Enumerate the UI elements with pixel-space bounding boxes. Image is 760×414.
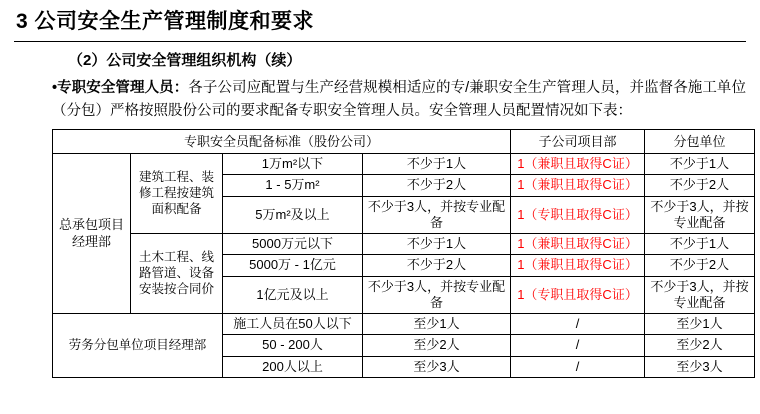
table-row <box>53 154 755 175</box>
standard-value: 不少于1人 <box>363 234 511 255</box>
group-name-general: 总承包项目经理部 <box>53 154 131 314</box>
table-header-row <box>53 130 755 154</box>
scale-value: 5000万 - 1亿元 <box>223 255 363 276</box>
body-paragraph <box>52 77 746 122</box>
subcontractor-value: 不少于1人 <box>645 234 755 255</box>
scale-value: 1亿元及以上 <box>223 276 363 314</box>
subcontractor-value: 不少于3人，并按专业配备 <box>645 276 755 314</box>
safety-staffing-table <box>52 129 755 378</box>
subcontractor-value: 至少3人 <box>645 356 755 377</box>
subsidiary-value: 1（兼职且取得C证） <box>511 154 645 175</box>
subcontractor-value: 至少2人 <box>645 335 755 356</box>
subsidiary-value: 1（专职且取得C证） <box>511 196 645 234</box>
scale-value: 1万m²以下 <box>223 154 363 175</box>
scale-value: 200人以上 <box>223 356 363 377</box>
subcontractor-value: 不少于3人，并按专业配备 <box>645 196 755 234</box>
subsidiary-value: 1（兼职且取得C证） <box>511 175 645 196</box>
category-label-civil: 土木工程、线路管道、设备安装按合同价 <box>131 234 223 314</box>
subcontractor-value: 至少1人 <box>645 314 755 335</box>
standard-value: 不少于3人，并按专业配备 <box>363 276 511 314</box>
standard-value: 不少于2人 <box>363 175 511 196</box>
table-row <box>53 314 755 335</box>
page-title: 3 公司安全生产管理制度和要求 <box>16 10 315 33</box>
standard-value: 不少于2人 <box>363 255 511 276</box>
subcontractor-value: 不少于2人 <box>645 175 755 196</box>
title-divider <box>14 41 746 42</box>
table-row <box>53 234 755 255</box>
standard-value: 不少于3人，并按专业配备 <box>363 196 511 234</box>
subsidiary-value: 1（专职且取得C证） <box>511 276 645 314</box>
paragraph-body: 各子公司应配置与生产经营规模相适应的专/兼职安全生产管理人员，并监督各施工单位（分包）严格按照股份公司的要求配备专职安全管理人员。安全管理人员配置情况如下表： <box>52 80 747 119</box>
scale-value: 施工人员在50人以下 <box>223 314 363 335</box>
paragraph-lead: 专职安全管理人员： <box>57 80 189 97</box>
subsidiary-value: / <box>511 314 645 335</box>
scale-value: 50 - 200人 <box>223 335 363 356</box>
header-subsidiary: 子公司项目部 <box>511 130 645 154</box>
standard-value: 至少2人 <box>363 335 511 356</box>
section-subtitle: （2）公司安全管理组织机构（续） <box>68 52 302 70</box>
group-name-labor: 劳务分包单位项目经理部 <box>53 314 223 378</box>
standard-value: 至少3人 <box>363 356 511 377</box>
subsidiary-value: / <box>511 335 645 356</box>
scale-value: 5000万元以下 <box>223 234 363 255</box>
subsidiary-value: / <box>511 356 645 377</box>
header-standard: 专职安全员配备标准（股份公司） <box>53 130 511 154</box>
subsidiary-value: 1（兼职且取得C证） <box>511 234 645 255</box>
subcontractor-value: 不少于2人 <box>645 255 755 276</box>
bullet-marker: • <box>52 80 58 97</box>
scale-value: 1 - 5万m² <box>223 175 363 196</box>
subcontractor-value: 不少于1人 <box>645 154 755 175</box>
standard-value: 不少于1人 <box>363 154 511 175</box>
scale-value: 5万m²及以上 <box>223 196 363 234</box>
subsidiary-value: 1（兼职且取得C证） <box>511 255 645 276</box>
standard-value: 至少1人 <box>363 314 511 335</box>
category-label-building: 建筑工程、装修工程按建筑面积配备 <box>131 154 223 234</box>
header-subcontractor: 分包单位 <box>645 130 755 154</box>
